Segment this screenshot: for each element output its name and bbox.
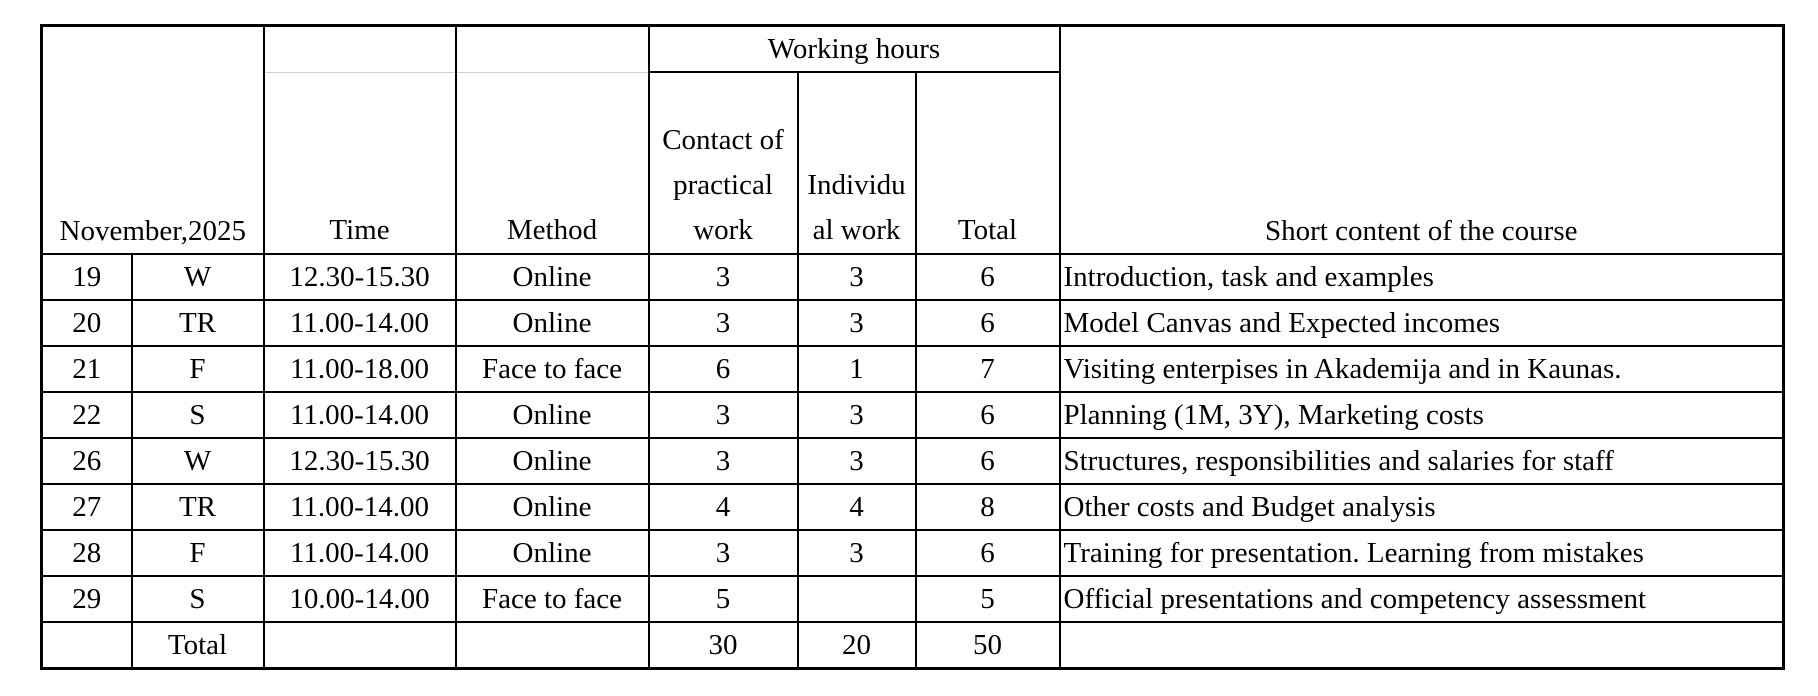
month-year-header: November,2025 (42, 26, 264, 255)
time-cell: 11.00-14.00 (264, 530, 456, 576)
day-cell: 28 (42, 530, 132, 576)
total-hours-cell: 8 (916, 484, 1060, 530)
weekday-cell: W (132, 254, 264, 300)
course-schedule-table (40, 24, 1785, 670)
day-cell: 19 (42, 254, 132, 300)
day-cell: 22 (42, 392, 132, 438)
method-cell: Online (456, 438, 649, 484)
totals-total-cell: 50 (916, 622, 1060, 669)
day-cell: 20 (42, 300, 132, 346)
time-header: Time (264, 72, 456, 254)
individual-hours-cell: 4 (798, 484, 916, 530)
table-row (42, 530, 1784, 576)
time-cell: 12.30-15.30 (264, 254, 456, 300)
weekday-cell: W (132, 438, 264, 484)
table-row (42, 392, 1784, 438)
totals-row (42, 622, 1784, 669)
method-cell: Online (456, 254, 649, 300)
weekday-cell: TR (132, 484, 264, 530)
totals-blank-cell (42, 622, 132, 669)
method-header: Method (456, 72, 649, 254)
totals-contact-cell: 30 (649, 622, 798, 669)
method-cell: Face to face (456, 346, 649, 392)
working-hours-header: Working hours (649, 26, 1060, 73)
total-hours-cell: 6 (916, 254, 1060, 300)
table-row (42, 438, 1784, 484)
content-cell: Other costs and Budget analysis (1060, 484, 1784, 530)
content-header: Short content of the course (1060, 26, 1784, 255)
totals-content-cell (1060, 622, 1784, 669)
individual-hours-cell: 3 (798, 392, 916, 438)
total-hours-cell: 5 (916, 576, 1060, 622)
time-header-top (264, 26, 456, 73)
weekday-cell: TR (132, 300, 264, 346)
method-cell: Face to face (456, 576, 649, 622)
table-row (42, 300, 1784, 346)
individual-hours-cell: 3 (798, 300, 916, 346)
time-cell: 12.30-15.30 (264, 438, 456, 484)
time-cell: 11.00-14.00 (264, 484, 456, 530)
time-cell: 10.00-14.00 (264, 576, 456, 622)
total-hours-cell: 6 (916, 392, 1060, 438)
content-cell: Training for presentation. Learning from mistakes (1060, 530, 1784, 576)
individual-hours-cell: 1 (798, 346, 916, 392)
totals-method-cell (456, 622, 649, 669)
day-cell: 21 (42, 346, 132, 392)
day-cell: 29 (42, 576, 132, 622)
individual-hours-cell (798, 576, 916, 622)
total-hours-cell: 7 (916, 346, 1060, 392)
table-row (42, 346, 1784, 392)
content-cell: Visiting enterpises in Akademija and in Kaunas. (1060, 346, 1784, 392)
time-cell: 11.00-18.00 (264, 346, 456, 392)
individual-hours-cell: 3 (798, 254, 916, 300)
table-row (42, 484, 1784, 530)
individual-hours-cell: 3 (798, 530, 916, 576)
method-cell: Online (456, 300, 649, 346)
contact-hours-cell: 6 (649, 346, 798, 392)
total-header: Total (916, 72, 1060, 254)
contact-hours-cell: 3 (649, 530, 798, 576)
content-cell: Structures, responsibilities and salaries for staff (1060, 438, 1784, 484)
weekday-cell: F (132, 530, 264, 576)
content-cell: Introduction, task and examples (1060, 254, 1784, 300)
individual-hours-cell: 3 (798, 438, 916, 484)
method-cell: Online (456, 392, 649, 438)
contact-hours-cell: 5 (649, 576, 798, 622)
total-hours-cell: 6 (916, 300, 1060, 346)
method-cell: Online (456, 484, 649, 530)
contact-hours-cell: 4 (649, 484, 798, 530)
time-cell: 11.00-14.00 (264, 300, 456, 346)
content-cell: Model Canvas and Expected incomes (1060, 300, 1784, 346)
content-cell: Planning (1M, 3Y), Marketing costs (1060, 392, 1784, 438)
total-hours-cell: 6 (916, 438, 1060, 484)
contact-hours-cell: 3 (649, 254, 798, 300)
weekday-cell: S (132, 392, 264, 438)
method-cell: Online (456, 530, 649, 576)
totals-individual-cell: 20 (798, 622, 916, 669)
individual-header: Individu al work (798, 72, 916, 254)
time-cell: 11.00-14.00 (264, 392, 456, 438)
contact-hours-cell: 3 (649, 392, 798, 438)
method-header-top (456, 26, 649, 73)
total-hours-cell: 6 (916, 530, 1060, 576)
day-cell: 27 (42, 484, 132, 530)
contact-header: Contact of practical work (649, 72, 798, 254)
table-row (42, 254, 1784, 300)
weekday-cell: F (132, 346, 264, 392)
totals-time-cell (264, 622, 456, 669)
table-row (42, 576, 1784, 622)
totals-label-cell: Total (132, 622, 264, 669)
weekday-cell: S (132, 576, 264, 622)
header-row-top (42, 26, 1784, 73)
day-cell: 26 (42, 438, 132, 484)
content-cell: Official presentations and competency assessment (1060, 576, 1784, 622)
contact-hours-cell: 3 (649, 300, 798, 346)
contact-hours-cell: 3 (649, 438, 798, 484)
